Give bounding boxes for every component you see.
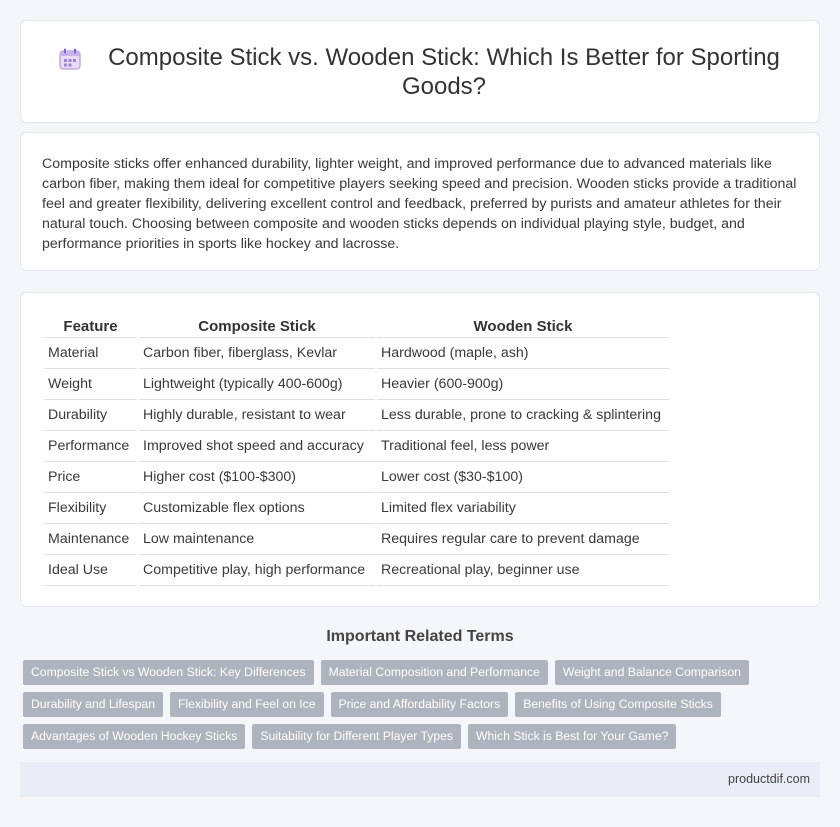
row-feature: Performance (44, 431, 137, 462)
row-wooden: Traditional feel, less power (377, 431, 669, 462)
row-wooden: Recreational play, beginner use (377, 555, 669, 586)
row-wooden: Less durable, prone to cracking & splintering (377, 400, 669, 431)
related-tag[interactable]: Which Stick is Best for Your Game? (468, 724, 676, 749)
row-composite: Lightweight (typically 400-600g) (139, 369, 375, 400)
row-composite: Improved shot speed and accuracy (139, 431, 375, 462)
row-feature: Durability (44, 400, 137, 431)
title-wrap (21, 21, 819, 122)
related-tag[interactable]: Composite Stick vs Wooden Stick: Key Differences (23, 660, 314, 685)
related-tag[interactable]: Suitability for Different Player Types (252, 724, 461, 749)
row-composite: Carbon fiber, fiberglass, Kevlar (139, 338, 375, 369)
row-feature: Ideal Use (44, 555, 137, 586)
header-card (20, 20, 820, 123)
row-composite: Higher cost ($100-$300) (139, 462, 375, 493)
header-wooden: Wooden Stick (377, 314, 669, 338)
intro-paragraph: Composite sticks offer enhanced durability, lighter weight, and improved performance due to advanced materials like carbon fiber, making them ideal for competitive players seeking speed and precision. Wooden sticks provide a traditional feel and greater flexibility, delivering excellent control and feedback, preferred by purists and amateur athletes for their natural touch. Choosing between composite and wooden sticks depends on individual playing style, budget, and performance priorities in sports like hockey and lacrosse. (42, 156, 797, 252)
related-tag[interactable]: Benefits of Using Composite Sticks (515, 692, 721, 717)
page-title: Composite Stick vs. Wooden Stick: Which Is Better for Sporting Goods? (108, 43, 780, 100)
header-feature: Feature (44, 314, 137, 338)
related-tag[interactable]: Material Composition and Performance (321, 660, 548, 685)
row-feature: Flexibility (44, 493, 137, 524)
related-tag[interactable]: Price and Affordability Factors (331, 692, 509, 717)
related-tag[interactable]: Weight and Balance Comparison (555, 660, 749, 685)
row-composite: Highly durable, resistant to wear (139, 400, 375, 431)
related-tag[interactable]: Durability and Lifespan (23, 692, 163, 717)
header-composite: Composite Stick (139, 314, 375, 338)
row-feature: Price (44, 462, 137, 493)
table-row (44, 400, 669, 431)
related-tag[interactable]: Advantages of Wooden Hockey Sticks (23, 724, 245, 749)
row-feature: Material (44, 338, 137, 369)
table-row (44, 493, 669, 524)
row-composite: Low maintenance (139, 524, 375, 555)
related-terms-heading: Important Related Terms (326, 628, 514, 645)
intro-card (20, 132, 820, 271)
table-row (44, 462, 669, 493)
row-feature: Maintenance (44, 524, 137, 555)
table-row (44, 555, 669, 586)
table-row (44, 524, 669, 555)
footer-site[interactable]: productdif.com (728, 772, 810, 786)
table-row (44, 338, 669, 369)
row-wooden: Lower cost ($30-$100) (377, 462, 669, 493)
row-feature: Weight (44, 369, 137, 400)
calendar-icon (57, 46, 83, 72)
table-row (44, 369, 669, 400)
related-tag[interactable]: Flexibility and Feel on Ice (170, 692, 324, 717)
row-composite: Customizable flex options (139, 493, 375, 524)
table-header-row (44, 314, 669, 338)
related-terms-list (23, 660, 783, 756)
comparison-table (42, 314, 671, 586)
row-wooden: Limited flex variability (377, 493, 669, 524)
row-composite: Competitive play, high performance (139, 555, 375, 586)
row-wooden: Requires regular care to prevent damage (377, 524, 669, 555)
footer (20, 762, 820, 797)
row-wooden: Heavier (600-900g) (377, 369, 669, 400)
table-row (44, 431, 669, 462)
row-wooden: Hardwood (maple, ash) (377, 338, 669, 369)
comparison-card (20, 292, 820, 607)
